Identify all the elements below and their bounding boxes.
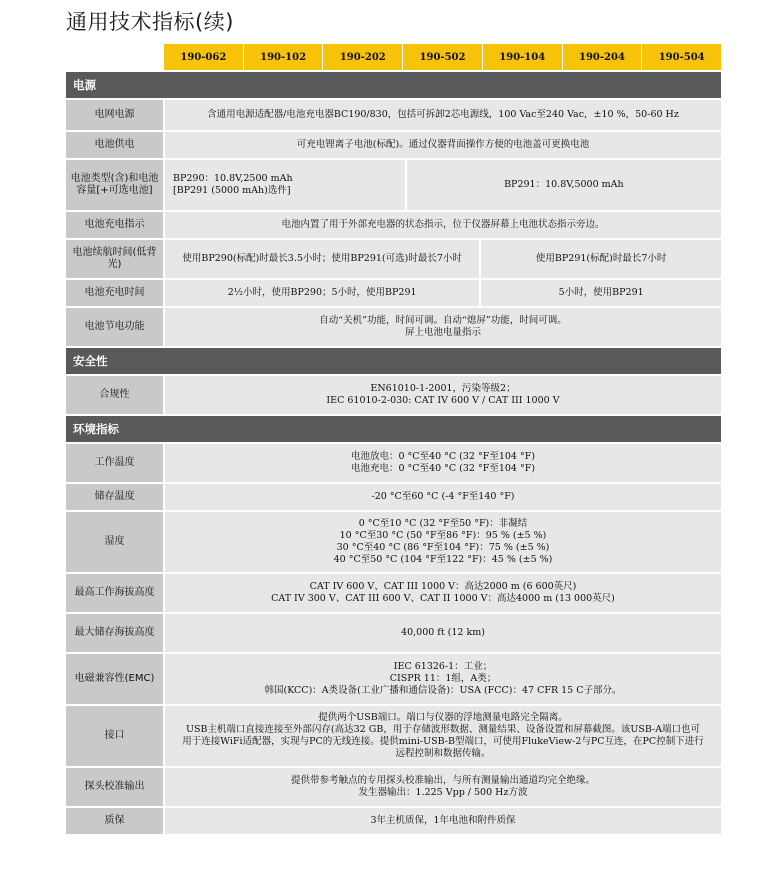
spec-value-line: 可充电锂离子电池(标配)。通过仪器背面操作方便的电池盖可更换电池: [296, 139, 590, 150]
spec-row: [66, 512, 721, 572]
model-header: 190-104: [482, 44, 562, 70]
spec-label: 最高工作海拔高度: [66, 574, 163, 612]
spec-value-line: CISPR 11：1组，A类；: [389, 673, 497, 684]
spec-value-line: 电池充电：0 °C至40 °C (32 °F至104 °F): [350, 463, 536, 474]
spec-values: [165, 768, 721, 806]
spec-label: 储存温度: [66, 484, 163, 510]
spec-value-cell: [165, 308, 721, 346]
spec-value-line: 使用BP291(标配)时最长7小时: [535, 253, 667, 264]
spec-value-line: 含通用电源适配器/电池充电器BC190/830，包括可拆卸2芯电源线，100 Vac至240 Vac，±10 %，50-60 Hz: [207, 109, 679, 120]
spec-row: [66, 280, 721, 306]
spec-value-cell: [165, 212, 721, 238]
spec-value-cell: [165, 484, 721, 510]
spec-value-cell: [165, 706, 721, 766]
spec-values: [165, 308, 721, 346]
spec-value-line: IEC 61010-2-030: CAT IV 600 V / CAT III 1000 V: [326, 395, 560, 406]
spec-value-line: 屏上电池电量指示: [404, 327, 481, 338]
spec-table: [66, 44, 721, 834]
spec-value-line: 发生器输出：1.225 Vpp / 500 Hz方波: [358, 787, 528, 798]
spec-row: [66, 706, 721, 766]
spec-row: [66, 574, 721, 612]
spec-value-cell: [165, 160, 405, 210]
model-header: 190-102: [243, 44, 323, 70]
spec-value-cell: [165, 280, 479, 306]
spec-value-cell: [405, 160, 721, 210]
spec-values: [165, 376, 721, 414]
spec-value-line: 0 °C至10 °C (32 °F至50 °F)：非凝结: [358, 518, 528, 529]
spec-value-line: 30 °C至40 °C (86 °F至104 °F)：75 % (±5 %): [336, 542, 550, 553]
spec-value-cell: [165, 240, 479, 278]
spec-value-cell: [165, 512, 721, 572]
model-header: 190-504: [641, 44, 721, 70]
page-title: 通用技术指标(续): [66, 10, 234, 34]
model-header-row: [66, 44, 721, 70]
spec-row: [66, 444, 721, 482]
spec-value-line: 电池放电：0 °C至40 °C (32 °F至104 °F): [350, 451, 536, 462]
spec-label: 电网电源: [66, 100, 163, 130]
spec-label: 电池节电功能: [66, 308, 163, 346]
spec-row: [66, 240, 721, 278]
spec-value-line: 远程控制和数据传输。: [395, 748, 491, 759]
spec-value-cell: [165, 132, 721, 158]
spec-value-line: 自动“关机”功能，时间可调。自动“熄屏”功能，时间可调。: [319, 315, 567, 326]
spec-value-cell: [165, 574, 721, 612]
spec-row: [66, 484, 721, 510]
spec-values: [165, 808, 721, 834]
spec-value-cell: [165, 444, 721, 482]
spec-label: 质保: [66, 808, 163, 834]
spec-label: 电池充电指示: [66, 212, 163, 238]
spec-values: [165, 654, 721, 704]
spec-value-line: 用于连接WiFi适配器，实现与PC的无线连接。提供mini-USB-B型端口，可使用FlukeView-2与PC互连，在PC控制下进行: [182, 736, 704, 747]
section-header: 安全性: [66, 348, 721, 374]
spec-values: [165, 212, 721, 238]
model-header: 190-502: [402, 44, 482, 70]
spec-value-line: 40,000 ft (12 km): [401, 627, 485, 638]
spec-row: [66, 768, 721, 806]
spec-value-line: 电池内置了用于外部充电器的状态指示，位于仪器屏幕上电池状态指示旁边。: [281, 219, 605, 230]
spec-value-line: 使用BP290(标配)时最长3.5小时；使用BP291(可选)时最长7小时: [182, 253, 462, 264]
spec-value-cell: [165, 654, 721, 704]
spec-values: [165, 280, 721, 306]
spec-value-cell: [165, 376, 721, 414]
spec-row: [66, 614, 721, 652]
spec-values: [165, 512, 721, 572]
section-header: 环境指标: [66, 416, 721, 442]
spec-value-cell: [165, 768, 721, 806]
spec-values: [165, 132, 721, 158]
spec-label: 电池充电时间: [66, 280, 163, 306]
spec-row: [66, 160, 721, 210]
spec-values: [165, 574, 721, 612]
spec-value-line: 5小时，使用BP291: [558, 287, 644, 298]
spec-row: [66, 808, 721, 834]
spec-value-line: USB主机端口直接连接至外部闪存(高达32 GB，用于存储波形数据、测量结果、设备设置和屏幕截图。该USB-A端口也可: [185, 724, 701, 735]
spec-value-line: BP290：10.8V,2500 mAh: [173, 173, 293, 184]
spec-value-cell: [165, 100, 721, 130]
section-header: 电源: [66, 72, 721, 98]
spec-label: 电池续航时间(低背光): [66, 240, 163, 278]
spec-value-cell: [165, 614, 721, 652]
spec-values: [165, 614, 721, 652]
spec-row: [66, 376, 721, 414]
spec-values: [165, 100, 721, 130]
spec-value-line: EN61010-1-2001，污染等级2；: [370, 383, 516, 394]
spec-label: 最大储存海拔高度: [66, 614, 163, 652]
spec-value-line: 韩国(KCC)：A类设备(工业广播和通信设备)：USA (FCC)：47 CFR 15 C子部分。: [264, 685, 622, 696]
spec-label: 合规性: [66, 376, 163, 414]
spec-value-line: -20 °C至60 °C (-4 °F至140 °F): [371, 491, 515, 502]
model-header: 190-202: [322, 44, 402, 70]
spec-label: 工作温度: [66, 444, 163, 482]
spec-value-line: 40 °C至50 °C (104 °F至122 °F)：45 % (±5 %): [333, 554, 553, 565]
spec-row: [66, 308, 721, 346]
model-header: 190-204: [562, 44, 642, 70]
spec-values: [165, 160, 721, 210]
spec-label: 接口: [66, 706, 163, 766]
spec-row: [66, 212, 721, 238]
spec-value-cell: [479, 240, 721, 278]
spec-value-line: 2½小时，使用BP290；5小时，使用BP291: [227, 287, 417, 298]
spec-row: [66, 132, 721, 158]
spec-row: [66, 654, 721, 704]
spec-row: [66, 100, 721, 130]
spec-value-line: IEC 61326-1：工业；: [393, 661, 493, 672]
header-corner: [66, 44, 163, 70]
spec-value-line: 提供带参考触点的专用探头校准输出，与所有测量输出通道均完全绝缘。: [290, 775, 595, 786]
spec-label: 探头校准输出: [66, 768, 163, 806]
spec-values: [165, 706, 721, 766]
spec-values: [165, 444, 721, 482]
spec-label: 电池供电: [66, 132, 163, 158]
spec-label: 湿度: [66, 512, 163, 572]
spec-value-line: BP291：10.8V,5000 mAh: [504, 179, 624, 190]
spec-value-line: 提供两个USB端口。端口与仪器的浮地测量电路完全隔离。: [318, 712, 568, 723]
spec-value-cell: [165, 808, 721, 834]
spec-value-line: 3年主机质保，1年电池和附件质保: [370, 815, 516, 826]
spec-value-cell: [479, 280, 721, 306]
spec-label: 电磁兼容性(EMC): [66, 654, 163, 704]
spec-value-line: CAT IV 600 V、CAT III 1000 V：高达2000 m (6 600英尺): [309, 581, 577, 592]
spec-value-line: CAT IV 300 V、CAT III 600 V、CAT II 1000 V：高达4000 m (13 000英尺): [271, 593, 615, 604]
spec-values: [165, 240, 721, 278]
spec-label: 电池类型(含)和电池容量[+可选电池]: [66, 160, 163, 210]
spec-value-line: 10 °C至30 °C (50 °F至86 °F)：95 % (±5 %): [339, 530, 547, 541]
spec-value-line: [BP291 (5000 mAh)选件]: [173, 185, 291, 196]
spec-values: [165, 484, 721, 510]
model-header: 190-062: [163, 44, 243, 70]
